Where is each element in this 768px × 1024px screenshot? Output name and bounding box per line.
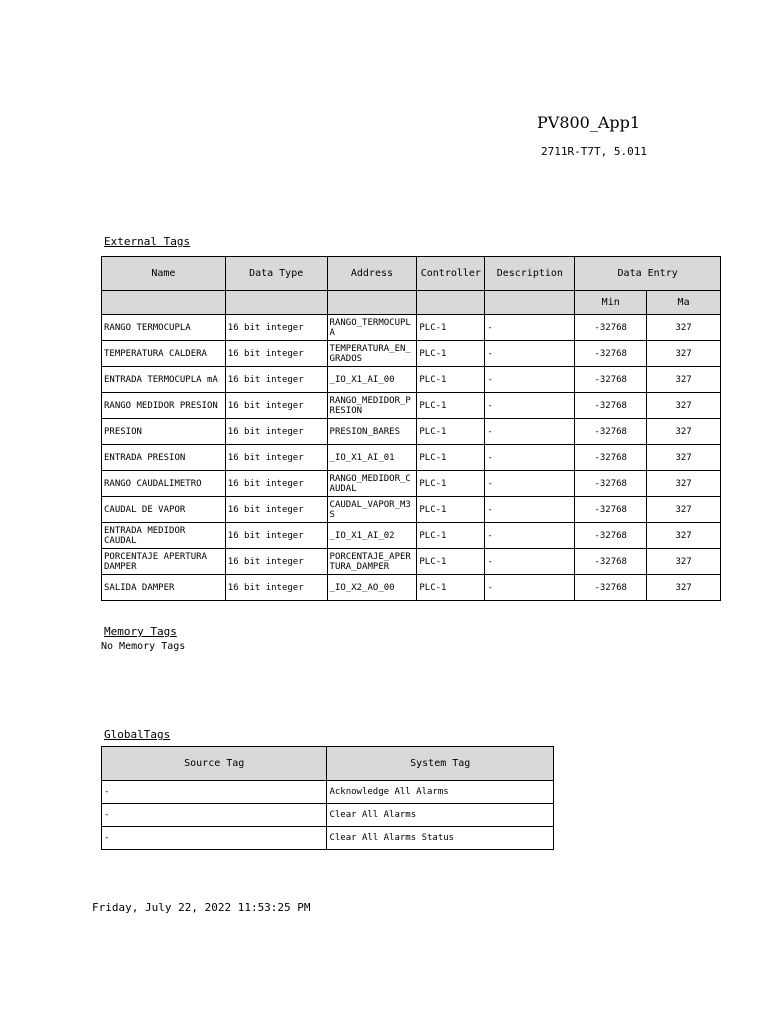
cell-name: RANGO MEDIDOR PRESION <box>102 393 226 419</box>
cell-min: -32768 <box>575 523 647 549</box>
cell-name: TEMPERATURA CALDERA <box>102 341 226 367</box>
table-row <box>102 471 721 497</box>
cell-max: 327 <box>647 419 721 445</box>
cell-description: - <box>485 393 575 419</box>
table-row <box>102 575 721 601</box>
cell-system-tag: Clear All Alarms Status <box>327 827 554 850</box>
col-description: Description <box>485 257 575 291</box>
cell-address: RANGO_MEDIDOR_PRESION <box>327 393 417 419</box>
cell-name: SALIDA DAMPER <box>102 575 226 601</box>
cell-description: - <box>485 523 575 549</box>
cell-source-tag: - <box>102 827 327 850</box>
cell-description: - <box>485 549 575 575</box>
cell-description: - <box>485 367 575 393</box>
cell-controller: PLC-1 <box>417 497 485 523</box>
global-tags-table <box>101 746 554 850</box>
cell-description: - <box>485 419 575 445</box>
table-row <box>102 804 554 827</box>
cell-max: 327 <box>647 575 721 601</box>
cell-data-type: 16 bit integer <box>225 315 327 341</box>
cell-max: 327 <box>647 445 721 471</box>
col-source-tag: Source Tag <box>102 747 327 781</box>
cell-controller: PLC-1 <box>417 575 485 601</box>
table-row <box>102 781 554 804</box>
cell-min: -32768 <box>575 393 647 419</box>
cell-address: RANGO_MEDIDOR_CAUDAL <box>327 471 417 497</box>
table-row <box>102 549 721 575</box>
cell-max: 327 <box>647 315 721 341</box>
cell-address: CAUDAL_VAPOR_M3S <box>327 497 417 523</box>
cell-name: PRESION <box>102 419 226 445</box>
cell-max: 327 <box>647 471 721 497</box>
cell-name: ENTRADA MEDIDOR CAUDAL <box>102 523 226 549</box>
cell-address: TEMPERATURA_EN_GRADOS <box>327 341 417 367</box>
cell-controller: PLC-1 <box>417 419 485 445</box>
cell-controller: PLC-1 <box>417 367 485 393</box>
app-title: PV800_App1 <box>537 113 641 132</box>
cell-data-type: 16 bit integer <box>225 471 327 497</box>
col-max: Ma <box>647 291 721 315</box>
cell-data-type: 16 bit integer <box>225 445 327 471</box>
cell-controller: PLC-1 <box>417 393 485 419</box>
cell-data-type: 16 bit integer <box>225 497 327 523</box>
cell-min: -32768 <box>575 445 647 471</box>
cell-min: -32768 <box>575 419 647 445</box>
cell-address: _IO_X2_AO_00 <box>327 575 417 601</box>
table-row <box>102 497 721 523</box>
cell-address: _IO_X1_AI_00 <box>327 367 417 393</box>
table-row <box>102 827 554 850</box>
cell-max: 327 <box>647 393 721 419</box>
cell-max: 327 <box>647 497 721 523</box>
print-timestamp: Friday, July 22, 2022 11:53:25 PM <box>92 901 311 914</box>
col-name: Name <box>102 257 226 291</box>
cell-address: RANGO_TERMOCUPLA <box>327 315 417 341</box>
cell-system-tag: Acknowledge All Alarms <box>327 781 554 804</box>
cell-max: 327 <box>647 549 721 575</box>
app-subtitle: 2711R-T7T, 5.011 <box>541 145 647 158</box>
cell-name: RANGO TERMOCUPLA <box>102 315 226 341</box>
col-min: Min <box>575 291 647 315</box>
cell-address: _IO_X1_AI_01 <box>327 445 417 471</box>
table-row <box>102 315 721 341</box>
cell-address: PORCENTAJE_APERTURA_DAMPER <box>327 549 417 575</box>
cell-controller: PLC-1 <box>417 471 485 497</box>
cell-name: PORCENTAJE APERTURA DAMPER <box>102 549 226 575</box>
table-row <box>102 419 721 445</box>
cell-source-tag: - <box>102 804 327 827</box>
cell-min: -32768 <box>575 575 647 601</box>
cell-max: 327 <box>647 523 721 549</box>
table-row <box>102 445 721 471</box>
cell-min: -32768 <box>575 367 647 393</box>
memory-tags-empty: No Memory Tags <box>101 641 186 652</box>
col-address: Address <box>327 257 417 291</box>
global-tags-title: GlobalTags <box>104 728 171 741</box>
external-tags-table-container <box>101 256 692 608</box>
cell-data-type: 16 bit integer <box>225 523 327 549</box>
cell-description: - <box>485 445 575 471</box>
cell-max: 327 <box>647 367 721 393</box>
cell-data-type: 16 bit integer <box>225 341 327 367</box>
cell-controller: PLC-1 <box>417 445 485 471</box>
cell-data-type: 16 bit integer <box>225 419 327 445</box>
cell-name: ENTRADA PRESION <box>102 445 226 471</box>
cell-name: CAUDAL DE VAPOR <box>102 497 226 523</box>
cell-description: - <box>485 497 575 523</box>
cell-data-type: 16 bit integer <box>225 549 327 575</box>
cell-address: PRESION_BARES <box>327 419 417 445</box>
cell-min: -32768 <box>575 549 647 575</box>
table-row <box>102 367 721 393</box>
external-tags-title: External Tags <box>104 235 191 248</box>
table-row <box>102 523 721 549</box>
cell-description: - <box>485 341 575 367</box>
cell-name: RANGO CAUDALIMETRO <box>102 471 226 497</box>
cell-description: - <box>485 471 575 497</box>
cell-description: - <box>485 575 575 601</box>
cell-controller: PLC-1 <box>417 315 485 341</box>
cell-min: -32768 <box>575 341 647 367</box>
cell-min: -32768 <box>575 497 647 523</box>
table-row <box>102 393 721 419</box>
cell-max: 327 <box>647 341 721 367</box>
cell-address: _IO_X1_AI_02 <box>327 523 417 549</box>
cell-min: -32768 <box>575 315 647 341</box>
cell-system-tag: Clear All Alarms <box>327 804 554 827</box>
cell-min: -32768 <box>575 471 647 497</box>
col-data-type: Data Type <box>225 257 327 291</box>
col-system-tag: System Tag <box>327 747 554 781</box>
cell-source-tag: - <box>102 781 327 804</box>
memory-tags-title: Memory Tags <box>104 625 177 638</box>
table-row <box>102 341 721 367</box>
cell-data-type: 16 bit integer <box>225 367 327 393</box>
cell-name: ENTRADA TERMOCUPLA mA <box>102 367 226 393</box>
col-data-entry: Data Entry <box>575 257 721 291</box>
cell-description: - <box>485 315 575 341</box>
cell-data-type: 16 bit integer <box>225 393 327 419</box>
cell-controller: PLC-1 <box>417 523 485 549</box>
external-tags-table <box>101 256 721 601</box>
cell-controller: PLC-1 <box>417 341 485 367</box>
col-controller: Controller <box>417 257 485 291</box>
cell-controller: PLC-1 <box>417 549 485 575</box>
cell-data-type: 16 bit integer <box>225 575 327 601</box>
